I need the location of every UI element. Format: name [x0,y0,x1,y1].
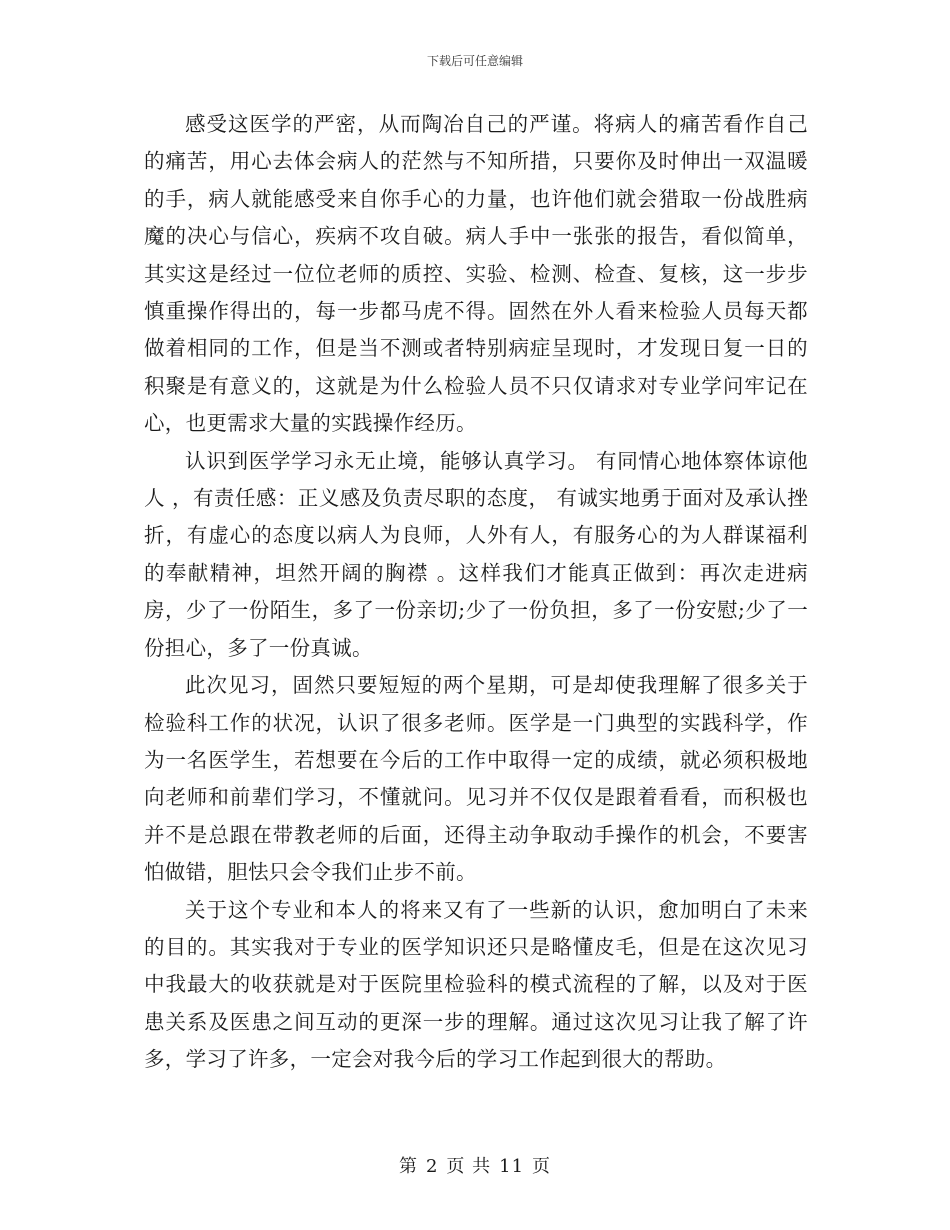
page-footer [0,1152,950,1178]
paragraph: 感受这医学的严密，从而陶冶自己的严谨。将病人的痛苦看作自己的痛苦，用心去体会病人的茫然与不知所措，只要你及时伸出一双温暖的手，病人就能感受来自你手心的力量，也许他们就会猎取一份战胜病魔的决心与信心，疾病不攻自破。病人手中一张张的报告，看似简单，其实这是经过一位位老师的质控、实验、检测、检查、复核，这一步步慎重操作得出的，每一步都马虎不得。固然在外人看来检验人员每天都做着相同的工作，但是当不测或者特别病症呈现时，才发现日复一日的积聚是有意义的，这就是为什么检验人员不只仅请求对专业学问牢记在心，也更需求大量的实践操作经历。 [144,112,808,436]
footer-suffix: 页 [532,1156,552,1177]
total-pages: 11 [499,1156,525,1177]
page-header: 下载后可任意编辑 [426,54,523,68]
footer-prefix: 第 [398,1156,418,1177]
paragraph: 此次见习，固然只要短短的两个星期，可是却使我理解了很多关于检验科工作的状况，认识了很多老师。医学是一门典型的实践科学，作为一名医学生，若想要在今后的工作中取得一定的成绩，就必须积极地向老师和前辈们学习，不懂就问。见习并不仅仅是跟着看看，而积极也并不是总跟在带教老师的后面，还得主动争取动手操作的机会，不要害怕做错，胆怯只会令我们止步不前。 [144,673,808,885]
page-number: 2 [425,1156,439,1177]
footer-middle: 页 共 [446,1156,492,1177]
paragraph: 认识到医学学习永无止境，能够认真学习。 有同情心地体察体谅他人 ，有责任感：正义感及负责尽职的态度， 有诚实地勇于面对及承认挫折，有虚心的态度以病人为良师，人外有人，有服务心的为人群谋福利的奉献精神，坦然开阔的胸襟 。这样我们才能真正做到：再次走进病房，少了一份陌生，多了一份亲切;少了一份负担，多了一份安慰;少了一份担心，多了一份真诚。 [144,448,808,660]
paragraph: 关于这个专业和本人的将来又有了一些新的认识，愈加明白了未来的目的。其实我对于专业的医学知识还只是略懂皮毛，但是在这次见习中我最大的收获就是对于医院里检验科的模式流程的了解，以及对于医患关系及医患之间互动的更深一步的理解。通过这次见习让我了解了许多，学习了许多，一定会对我今后的学习工作起到很大的帮助。 [144,897,808,1072]
document-body [144,106,808,1079]
